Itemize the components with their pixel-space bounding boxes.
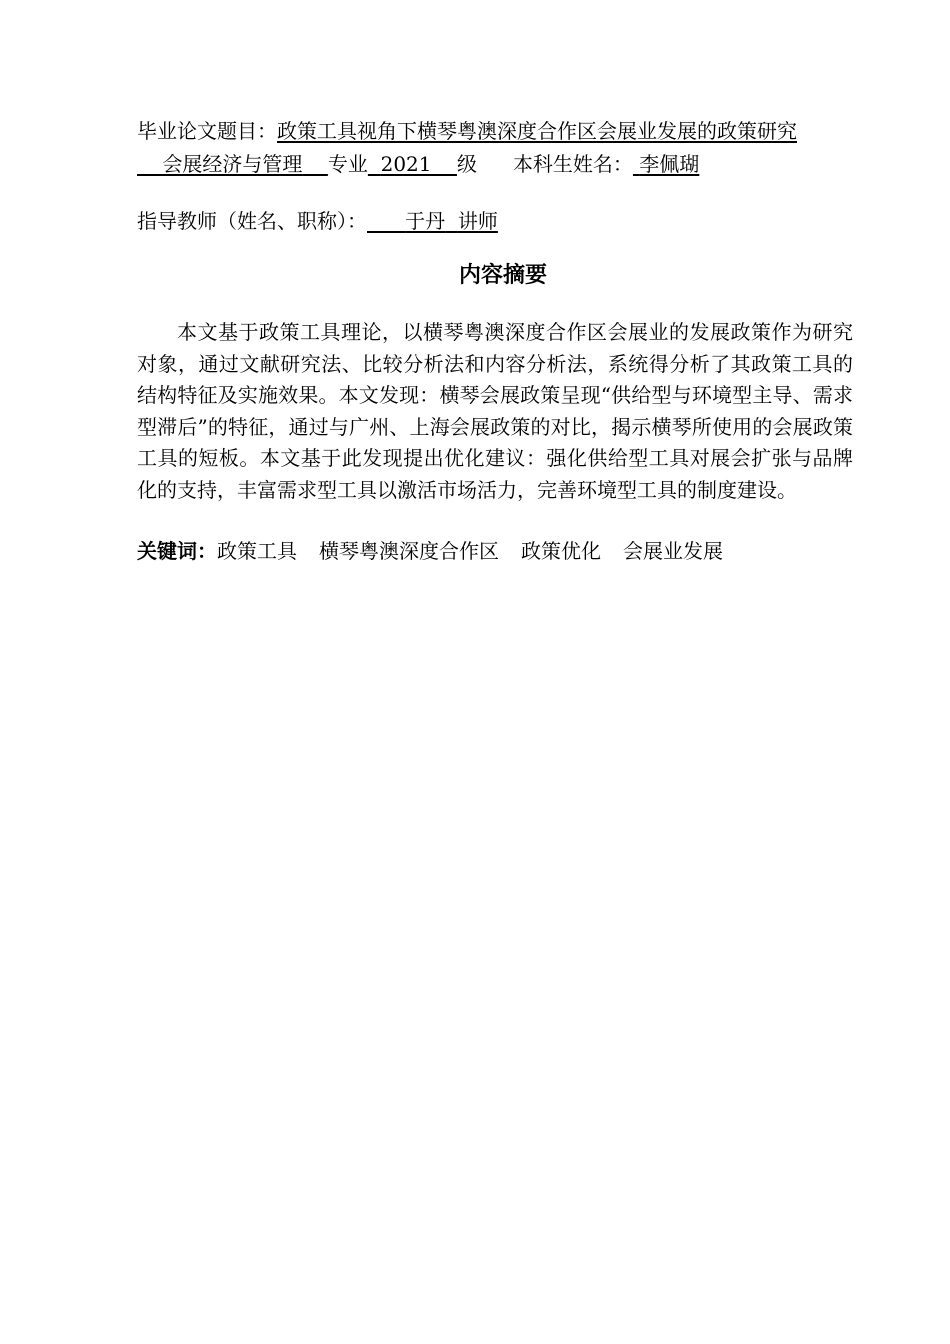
thesis-title-row [137, 116, 853, 146]
grade-value: 2021 [380, 152, 432, 176]
major-suffix: 专业 [327, 152, 368, 176]
grade-suffix: 级 [456, 152, 477, 176]
student-name-value: 李佩瑚 [639, 152, 700, 176]
major-value: 会展经济与管理 [162, 152, 303, 176]
keyword-item: 横琴粤澳深度合作区 [319, 539, 499, 563]
keywords-label: 关键词： [137, 539, 217, 563]
keywords-row [137, 536, 853, 566]
thesis-title-value: 政策工具视角下横琴粤澳深度合作区会展业发展的政策研究 [277, 119, 797, 143]
cover-content [137, 116, 853, 566]
advisor-row [137, 206, 853, 236]
advisor-label: 指导教师（姓名、职称）： [137, 209, 367, 233]
abstract-heading: 内容摘要 [458, 263, 547, 288]
keyword-item: 政策工具 [217, 539, 297, 563]
keyword-item: 政策优化 [521, 539, 601, 563]
major-field [137, 149, 328, 179]
student-info-row [137, 149, 853, 179]
advisor-title: 讲师 [457, 209, 498, 233]
advisor-name: 于丹 [405, 209, 446, 233]
student-name-field [633, 149, 699, 179]
keyword-item: 会展业发展 [623, 539, 723, 563]
grade-field [368, 149, 457, 179]
student-name-label: 本科生姓名： [512, 152, 633, 176]
advisor-field [367, 206, 498, 236]
thesis-title-label: 毕业论文题目： [137, 119, 277, 143]
abstract-body: 本文基于政策工具理论，以横琴粤澳深度合作区会展业的发展政策作为研究对象，通过文献研究法、比较分析法和内容分析法，系统得分析了其政策工具的结构特征及实施效果。本文发现：横琴会展政策呈现“供给型与环境型主导、需求型滞后”的特征，通过与广州、上海会展政策的对比，揭示横琴所使用的会展政策工具的短板。本文基于此发现提出优化建议：强化供给型工具对展会扩张与品牌化的支持，丰富需求型工具以激活市场活力，完善环境型工具的制度建设。 [137, 320, 853, 502]
